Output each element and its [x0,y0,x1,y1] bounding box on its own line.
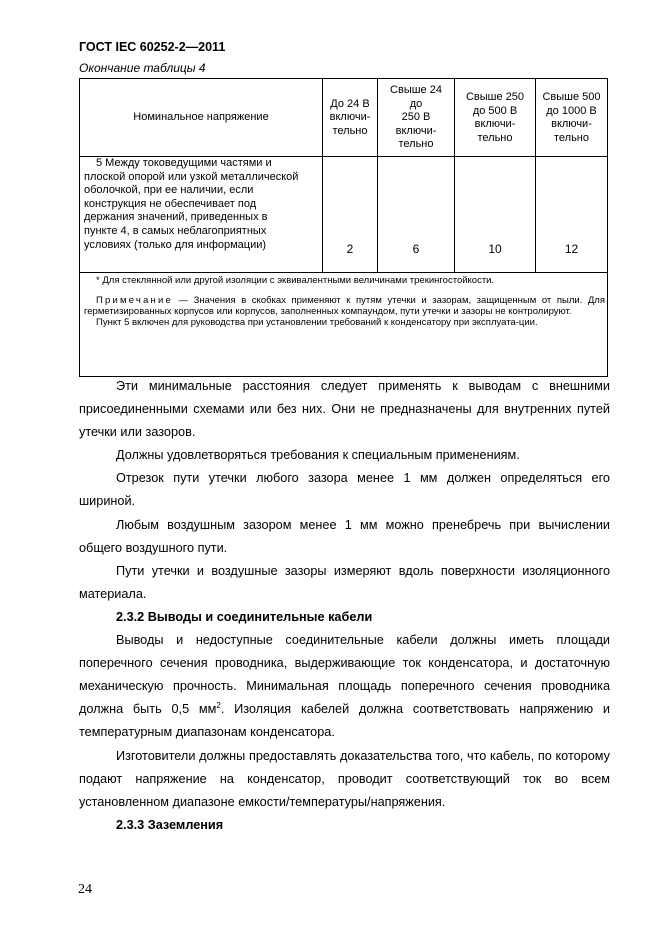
row-5-line: держания значений, приведенных в [84,211,268,224]
header-24v-line: включи- [329,111,371,124]
row-5-description [84,157,320,252]
document-header: ГОСТ IEC 60252-2—2011 [79,40,226,54]
section-heading-2-3-3: 2.3.3 Заземления [116,817,224,832]
header-500v-line: включи- [474,118,516,130]
paragraph: Пути утечки и воздушные зазоры измеряют вдоль поверхности изоляционного материала. [79,563,610,601]
header-500v-line: до 500 В [472,104,518,117]
paragraph: Любым воздушным зазором менее 1 мм можно пренебречь при вычислении общего воздушного пути. [79,517,610,555]
row-5-line: плоской опорой или узкой металлической [84,170,299,183]
note-text-2: Пункт 5 включен для руководства при установлении требований к конденсатору при эксплуата-ции. [96,317,538,329]
row-5-line: 5 Между токоведущими частями и [96,157,272,169]
header-250v-line: тельно [398,138,434,151]
header-250v-line: до [409,97,423,110]
paragraph: Должны удовлетворяться требования к специальным применениям. [116,448,520,463]
paragraph: Отрезок пути утечки любого зазора менее 1 мм должен определяться его шириной. [79,471,610,509]
header-cell-parameter [80,79,322,157]
paragraph: Изготовители должны предоставлять доказательства того, что кабель, по которому подают напряжение на конденсатор, проводит соответствующий ток во всем установленном диапазоне емкости/температуры/напряжения. [79,748,610,809]
note-label: Примечание [96,295,173,306]
row-5-value-24v: 2 [346,242,354,256]
header-1000v-line: Свыше 500 [542,91,601,103]
header-cell-24v [323,79,377,157]
header-24v-line: тельно [332,124,368,137]
body-text [79,375,610,837]
superscript: 2 [216,701,221,711]
header-cell-250v [378,79,454,157]
header-1000v-line: включи- [551,118,592,130]
row-5-line: пункте 4, в самых неблагоприятных [84,224,267,237]
paragraph-part: . Изоляция кабелей должна соответствовать напряжению и температурным диапазонам конденсатора. [79,702,610,740]
paragraph [79,629,610,744]
row-5-value-250v: 6 [412,242,420,256]
row-5-line: условиях (только для информации) [84,238,267,251]
header-1000v-line: тельно [553,131,589,144]
header-cell-500v [455,79,535,157]
table-footnote: * Для стеклянной или другой изоляции с эквивалентными величинами трекингостойкости. [96,275,495,286]
table-4-end [79,78,608,377]
header-500v-line: Свыше 250 [465,91,525,103]
table-caption: Окончание таблицы 4 [79,61,206,75]
row-5-value-500v: 10 [488,242,502,256]
page-number: 24 [78,882,92,897]
row-5-line: конструкция не обеспечивает под [84,197,257,210]
header-24v-line: До 24 В [330,97,370,110]
paragraph-part: Выводы и недоступные соединительные кабели должны иметь площади поперечного сечения проводника, выдерживающие ток конденсатора, и достаточную механическую прочность. Минимальная площадь поперечного сечения проводника должна быть 0,5 мм [79,633,610,717]
header-500v-line: тельно [477,131,513,144]
header-250v-line: включи- [395,124,437,137]
header-parameter-label: Номинальное напряжение [133,111,269,124]
row-5-value-1000v: 12 [564,242,579,256]
table-row-line [80,272,607,273]
section-heading-2-3-2: 2.3.2 Выводы и соединительные кабели [116,609,373,624]
header-250v-line: Свыше 24 [390,84,442,97]
paragraph: Эти минимальные расстояния следует применять к выводам с внешними присоединенными схемами или без них. Они не предназначены для внутренних путей утечки или зазоров. [79,379,610,440]
note-text: — Значения в скобках применяют к путям утечки и зазорам, защищенным от пыли. Для герметизированных корпусов или корпусов, заполненных компаундом, пути утечки и зазоры не контролируют. [84,295,605,318]
header-cell-1000v [536,79,607,157]
header-250v-line: 250 В [401,111,431,124]
header-1000v-line: до 1000 В [546,104,597,117]
row-5-line: оболочкой, при ее наличии, если [84,184,254,197]
table-note [84,295,605,329]
